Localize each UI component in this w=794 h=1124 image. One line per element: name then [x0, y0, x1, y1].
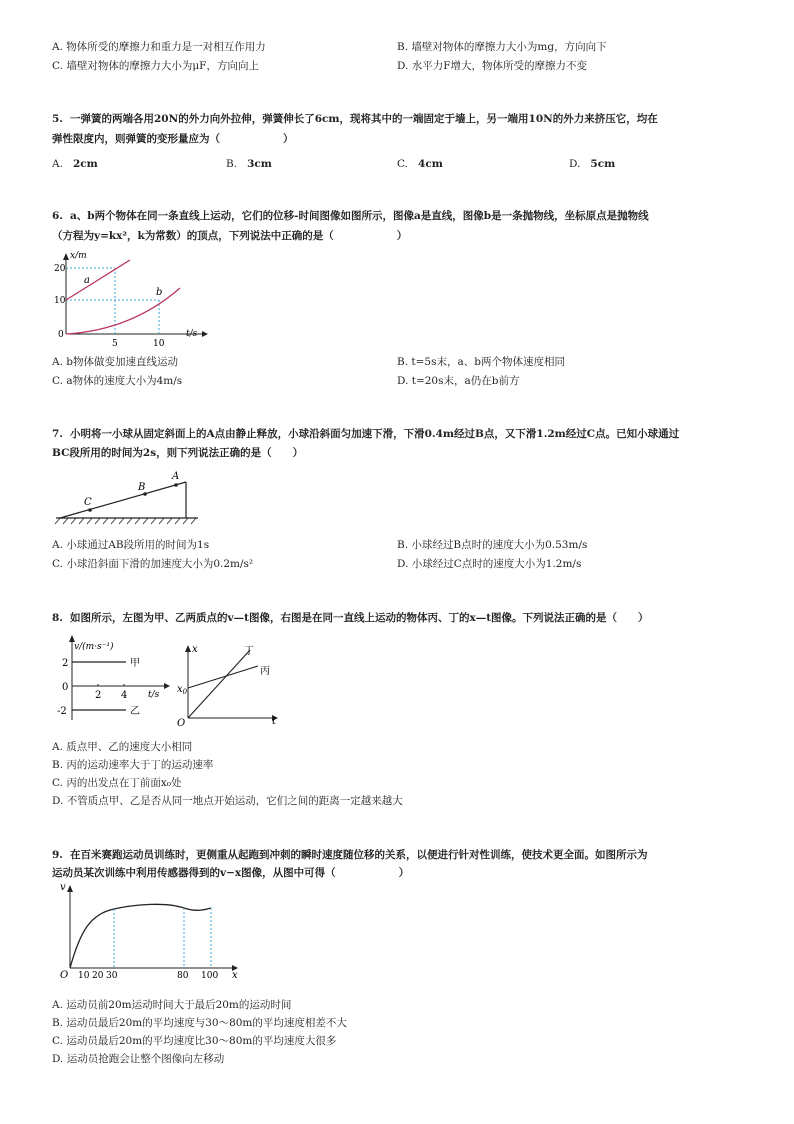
q9-velocity-curve [70, 904, 211, 968]
q7-stem-line1: 小明将一小球从固定斜面上的A点由静止释放，小球沿斜面匀加速下滑，下滑0.4m经过B点，又下滑1.2m经过C点。已知小球通过 [70, 428, 680, 440]
q7-label-c: C [84, 497, 92, 508]
q8-tick-vm2: -2 [57, 706, 67, 717]
q6-option-c: C. a物体的速度大小为4m/s [52, 375, 183, 387]
q9-stem-line2: 运动员某次训练中利用传感器得到的v−x图像，从图中可得（ ） [52, 867, 410, 879]
q6-label-b: b [156, 287, 163, 298]
q8-origin-label: O [177, 718, 186, 726]
q7-option-d: D. 小球经过C点时的速度大小为1.2m/s [397, 558, 582, 570]
q6-label-a: a [84, 275, 90, 286]
q8-label-yi: 乙 [130, 706, 140, 717]
q9-stem-line1: 在百米赛跑运动员训练时，更侧重从起跑到冲刺的瞬时速度随位移的关系，以便进行针对性训练，使技术更全面。如图所示为 [70, 849, 648, 861]
q6-xt-graph [52, 248, 212, 348]
q8-label-jia: 甲 [130, 658, 140, 669]
q7-ground-hatch [55, 518, 196, 524]
q8-right-y-label: x [192, 644, 198, 655]
q9-number: 9. [52, 849, 63, 861]
q7-incline-figure [52, 466, 202, 528]
q6-tick-0: 0 [58, 330, 64, 340]
q7-number: 7. [52, 428, 63, 440]
q5-stem-line2: 弹性限度内，则弹簧的变形量应为（ ） [52, 133, 294, 145]
q6-curve-b [66, 288, 180, 334]
q6-stem-line1: a、b两个物体在同一条直线上运动，它们的位移-时间图像如图所示，图像a是直线，图像b是一条抛物线，坐标原点是抛物线 [70, 210, 649, 222]
q5-option-b: B. 3cm [226, 158, 272, 170]
q9-tick-10: 10 [78, 971, 90, 981]
q8-label-bing: 丙 [260, 666, 270, 677]
q5-stem-line1: 一弹簧的两端各用20N的外力向外拉伸，弹簧伸长了6cm，现将其中的一端固定于墙上，另一端用10N的外力来挤压它，均在 [70, 113, 658, 125]
q9-option-d: D. 运动员抢跑会让整个图像向左移动 [52, 1053, 225, 1065]
q6-option-b: B. t=5s末，a、b两个物体速度相同 [397, 356, 565, 368]
q9-y-label: v [60, 882, 66, 893]
q9-option-b: B. 运动员最后20m的平均速度与30～80m的平均速度相差不大 [52, 1017, 347, 1029]
q8-option-c: C. 丙的出发点在丁前面x₀处 [52, 777, 182, 789]
q8-right-y-arrow [185, 645, 191, 652]
q6-tick-10: 10 [54, 296, 66, 306]
q8-line-bing [188, 666, 258, 688]
q8-line-ding [188, 650, 250, 718]
q8-xt-graph [176, 640, 286, 726]
q8-left-x-arrow [164, 683, 170, 689]
q8-option-b: B. 丙的运动速率大于丁的运动速率 [52, 759, 214, 771]
q8-x0-label: $x_0$ [177, 684, 188, 696]
q5-option-d: D. 5cm [569, 158, 616, 170]
q9-origin-label: O [60, 970, 69, 981]
q5-number: 5. [52, 113, 63, 125]
q8-tick-v0: 0 [62, 682, 69, 693]
q8-number: 8. [52, 612, 63, 624]
q7-option-c: C. 小球沿斜面下滑的加速度大小为0.2m/s² [52, 558, 254, 570]
q9-option-c: C. 运动员最后20m的平均速度比30～80m的平均速度大很多 [52, 1035, 337, 1047]
q8-left-y-arrow [69, 635, 75, 642]
q8-left-x-label: t/s [148, 690, 160, 700]
q8-vt-graph [52, 632, 182, 724]
q9-tick-20: 20 [92, 971, 104, 981]
q6-stem-line2: （方程为y=kx²，k为常数）的顶点，下列说法中正确的是（ ） [52, 230, 408, 242]
q9-option-a: A. 运动员前20m运动时间大于最后20m的运动时间 [52, 999, 292, 1011]
q6-number: 6. [52, 210, 63, 222]
q6-tick-t10: 10 [153, 339, 165, 348]
q9-y-arrow [67, 885, 73, 892]
q6-option-d: D. t=20s末，a仍在b前方 [397, 375, 520, 387]
q7-point-c [88, 508, 92, 512]
q4-option-a: A. 物体所受的摩擦力和重力是一对相互作用力 [52, 41, 266, 53]
q6-x-label: t/s [186, 329, 198, 339]
q4-option-b: B. 墙壁对物体的摩擦力大小为mg，方向向下 [397, 41, 607, 53]
q6-option-a: A. b物体做变加速直线运动 [52, 356, 178, 368]
q7-label-b: B [138, 482, 146, 493]
q5-option-c: C. 4cm [397, 158, 443, 170]
q9-tick-80: 80 [177, 971, 189, 981]
q5-option-a: A. 2cm [52, 158, 98, 170]
q8-tick-t2: 2 [95, 690, 102, 701]
q7-option-b: B. 小球经过B点时的速度大小为0.53m/s [397, 539, 588, 551]
q7-label-a: A [172, 471, 180, 482]
q8-stem-line1: 如图所示，左图为甲、乙两质点的v—t图像，右图是在同一直线上运动的物体丙、丁的x—t图像。下列说法正确的是（ ） [70, 612, 649, 624]
q6-tick-t5: 5 [112, 339, 118, 348]
q7-point-a [174, 483, 178, 487]
q9-tick-100: 100 [201, 971, 219, 981]
q8-tick-t4: 4 [121, 690, 128, 701]
q7-option-a: A. 小球通过AB段所用的时间为1s [52, 539, 210, 551]
q8-right-x-label: t [272, 716, 277, 726]
q6-y-label: x/m [70, 251, 87, 261]
q4-option-d: D. 水平力F增大，物体所受的摩擦力不变 [397, 60, 588, 72]
q9-vx-graph [56, 882, 246, 982]
q9-tick-30: 30 [106, 971, 118, 981]
q6-x-arrow [202, 331, 208, 337]
q8-label-ding: 丁 [244, 646, 254, 657]
q9-x-label: x [232, 970, 238, 981]
q6-tick-20: 20 [54, 264, 66, 274]
q6-line-a [66, 260, 130, 300]
q8-left-y-label: v/(m·s⁻¹) [74, 642, 114, 652]
q7-stem-line2: BC段所用的时间为2s，则下列说法正确的是（ ） [52, 447, 304, 459]
q4-option-c: C. 墙壁对物体的摩擦力大小为μF，方向向上 [52, 60, 259, 72]
q7-incline-surface [60, 482, 186, 518]
q6-y-arrow [63, 253, 69, 260]
q8-option-a: A. 质点甲、乙的速度大小相同 [52, 741, 193, 753]
q8-tick-v2: 2 [62, 658, 69, 669]
q8-option-d: D. 不管质点甲、乙是否从同一地点开始运动，它们之间的距离一定越来越大 [52, 795, 403, 807]
